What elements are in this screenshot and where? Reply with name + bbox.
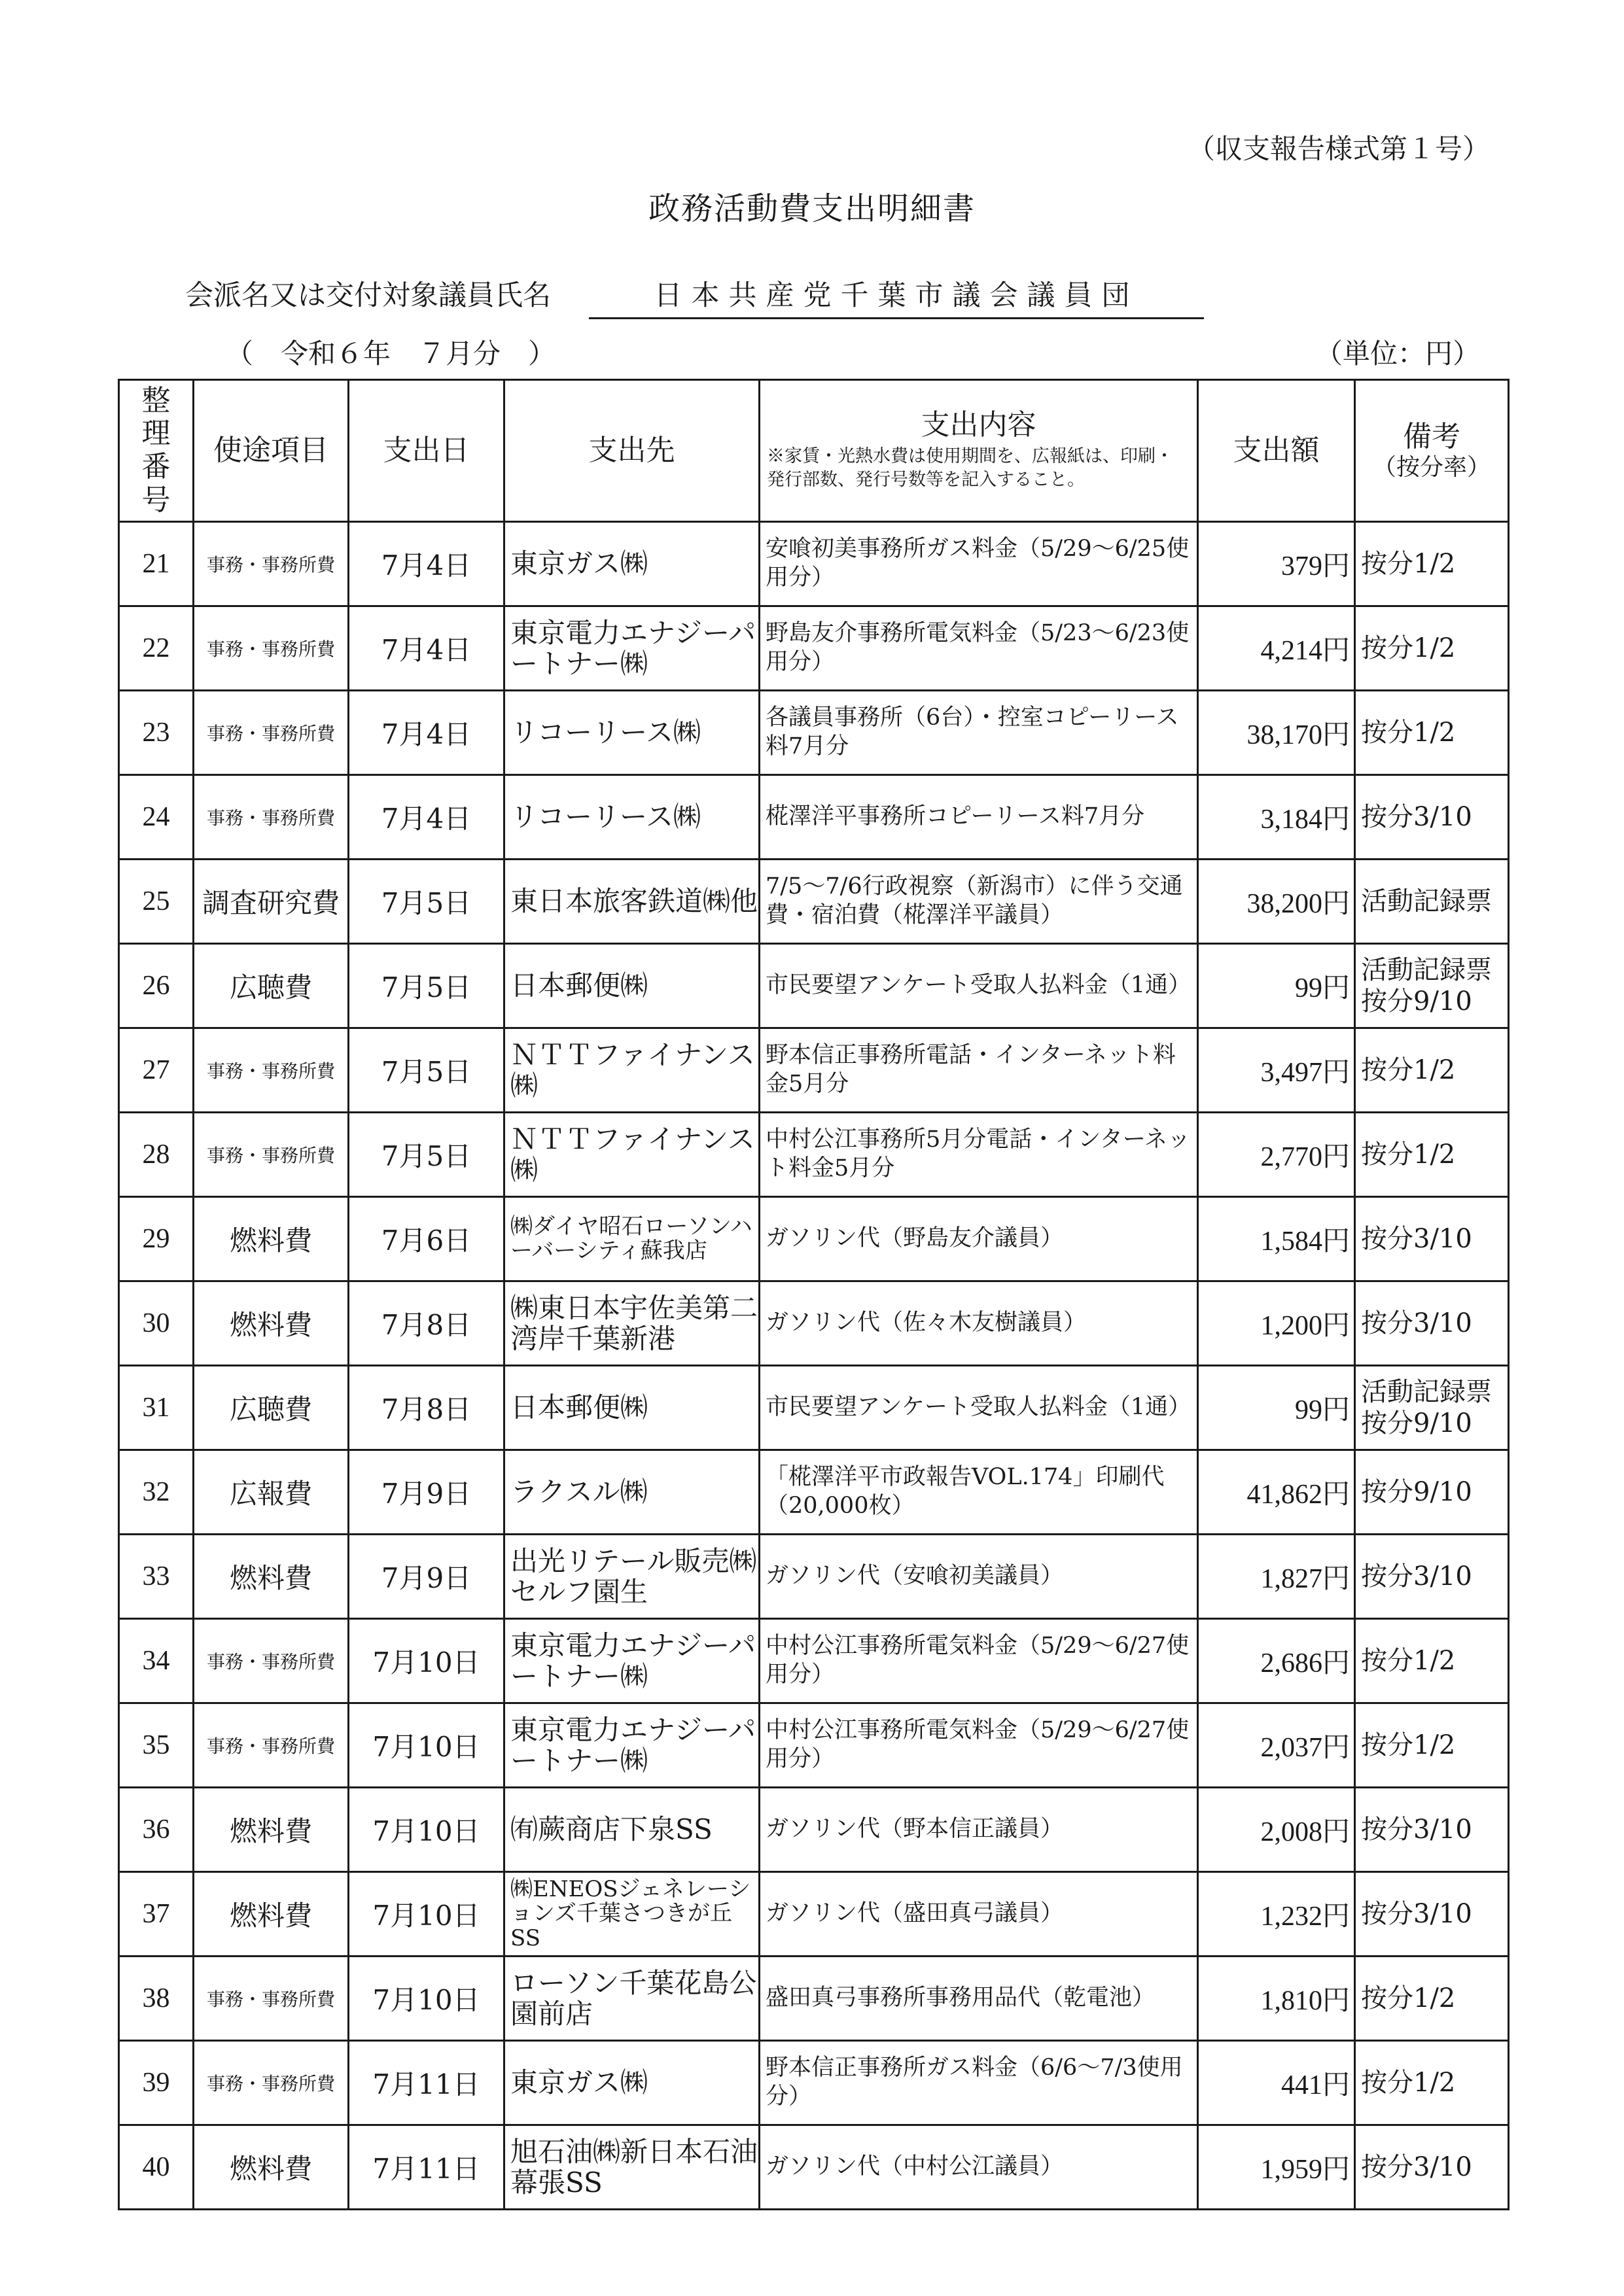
cell-note: 活動記録票 [1355, 860, 1509, 944]
cell-amount: 1,959円 [1198, 2125, 1355, 2210]
cell-note: 按分1/2 [1355, 1113, 1509, 1197]
table-row [119, 2041, 1509, 2125]
cell-no: 40 [119, 2125, 194, 2210]
table-row [119, 775, 1509, 860]
table-row [119, 944, 1509, 1028]
table-row [119, 1619, 1509, 1703]
col-header-amount: 支出額 [1198, 380, 1355, 522]
content-header-note: ※家賃・光熱水費は使用期間を、広報紙は、印刷・発行部数、発行号数等を記入すること。 [767, 445, 1173, 491]
cell-no: 37 [119, 1872, 194, 1957]
content-header-title: 支出内容 [921, 408, 1036, 442]
cell-date: 7月4日 [349, 775, 504, 860]
cell-category: 事務・事務所費 [194, 1028, 349, 1113]
table-row [119, 1535, 1509, 1619]
cell-amount: 2,008円 [1198, 1788, 1355, 1872]
cell-note: 按分1/2 [1355, 691, 1509, 775]
table-row [119, 1703, 1509, 1788]
table-row [119, 1113, 1509, 1197]
cell-payee: ＮＴＴファイナンス㈱ [504, 1113, 760, 1197]
cell-no: 27 [119, 1028, 194, 1113]
cell-amount: 3,184円 [1198, 775, 1355, 860]
cell-amount: 41,862円 [1198, 1450, 1355, 1535]
cell-content: 安喰初美事務所ガス料金（5/29〜6/25使用分） [760, 522, 1198, 606]
cell-date: 7月10日 [349, 1872, 504, 1957]
table-header-row [119, 380, 1509, 522]
table-row [119, 1366, 1509, 1450]
cell-date: 7月4日 [349, 522, 504, 606]
note-header-sub: （按分率） [1372, 453, 1491, 481]
cell-category: 広報費 [194, 1450, 349, 1535]
cell-date: 7月10日 [349, 1788, 504, 1872]
cell-no: 38 [119, 1957, 194, 2041]
cell-payee: ㈱ダイヤ昭石ローソンハーバーシティ蘇我店 [504, 1197, 760, 1281]
cell-note: 按分1/2 [1355, 1957, 1509, 2041]
party-label: 会派名又は交付対象議員氏名 [185, 279, 551, 312]
col-header-note [1355, 380, 1509, 522]
cell-payee: 東京電力エナジーパートナー㈱ [504, 1703, 760, 1788]
cell-category: 燃料費 [194, 1788, 349, 1872]
cell-date: 7月11日 [349, 2125, 504, 2210]
cell-content: 野本信正事務所ガス料金（6/6〜7/3使用分） [760, 2041, 1198, 2125]
cell-content: 椛澤洋平事務所コピーリース料7月分 [760, 775, 1198, 860]
cell-date: 7月10日 [349, 1957, 504, 2041]
cell-note: 按分3/10 [1355, 1788, 1509, 1872]
period: （ 令和６年 ７月分 ） [226, 338, 556, 370]
cell-no: 24 [119, 775, 194, 860]
cell-content: 中村公江事務所5月分電話・インターネット料金5月分 [760, 1113, 1198, 1197]
cell-category: 燃料費 [194, 1535, 349, 1619]
cell-category: 燃料費 [194, 1872, 349, 1957]
table-row [119, 1197, 1509, 1281]
cell-category: 事務・事務所費 [194, 691, 349, 775]
cell-content: ガソリン代（安喰初美議員） [760, 1535, 1198, 1619]
cell-payee: ＮＴＴファイナンス㈱ [504, 1028, 760, 1113]
cell-content: 7/5〜7/6行政視察（新潟市）に伴う交通費・宿泊費（椛澤洋平議員） [760, 860, 1198, 944]
cell-date: 7月4日 [349, 691, 504, 775]
cell-category: 事務・事務所費 [194, 1113, 349, 1197]
cell-category: 事務・事務所費 [194, 2041, 349, 2125]
cell-category: 燃料費 [194, 2125, 349, 2210]
cell-category: 事務・事務所費 [194, 1619, 349, 1703]
cell-note: 按分3/10 [1355, 1535, 1509, 1619]
cell-payee: 東日本旅客鉄道㈱他 [504, 860, 760, 944]
col-header-content [760, 380, 1198, 522]
cell-payee: ㈲蕨商店下泉SS [504, 1788, 760, 1872]
cell-payee: リコーリース㈱ [504, 775, 760, 860]
table-row [119, 691, 1509, 775]
cell-content: 中村公江事務所電気料金（5/29〜6/27使用分） [760, 1703, 1198, 1788]
cell-date: 7月10日 [349, 1619, 504, 1703]
cell-date: 7月5日 [349, 1028, 504, 1113]
col-header-date: 支出日 [349, 380, 504, 522]
cell-note: 按分3/10 [1355, 1872, 1509, 1957]
cell-content: 市民要望アンケート受取人払料金（1通） [760, 1366, 1198, 1450]
cell-note: 按分1/2 [1355, 2041, 1509, 2125]
cell-no: 28 [119, 1113, 194, 1197]
cell-category: 広聴費 [194, 1366, 349, 1450]
cell-amount: 99円 [1198, 944, 1355, 1028]
cell-no: 26 [119, 944, 194, 1028]
cell-content: 各議員事務所（6台）・控室コピーリース料7月分 [760, 691, 1198, 775]
cell-payee: 出光リテール販売㈱セルフ園生 [504, 1535, 760, 1619]
cell-note: 按分3/10 [1355, 2125, 1509, 2210]
cell-payee: ㈱東日本宇佐美第二湾岸千葉新港 [504, 1281, 760, 1366]
cell-no: 30 [119, 1281, 194, 1366]
cell-content: 中村公江事務所電気料金（5/29〜6/27使用分） [760, 1619, 1198, 1703]
cell-date: 7月5日 [349, 1113, 504, 1197]
cell-payee: ラクスル㈱ [504, 1450, 760, 1535]
cell-no: 29 [119, 1197, 194, 1281]
cell-date: 7月10日 [349, 1703, 504, 1788]
cell-payee: リコーリース㈱ [504, 691, 760, 775]
cell-category: 燃料費 [194, 1197, 349, 1281]
cell-no: 39 [119, 2041, 194, 2125]
cell-category: 調査研究費 [194, 860, 349, 944]
cell-amount: 379円 [1198, 522, 1355, 606]
cell-no: 23 [119, 691, 194, 775]
cell-payee: 東京ガス㈱ [504, 2041, 760, 2125]
cell-amount: 1,232円 [1198, 1872, 1355, 1957]
table-row [119, 1450, 1509, 1535]
table-row [119, 606, 1509, 691]
cell-amount: 1,584円 [1198, 1197, 1355, 1281]
cell-note: 按分3/10 [1355, 1197, 1509, 1281]
cell-payee: ㈱ENEOSジェネレーションズ千葉さつきが丘SS [504, 1872, 760, 1957]
col-header-category: 使途項目 [194, 380, 349, 522]
cell-no: 25 [119, 860, 194, 944]
cell-amount: 1,200円 [1198, 1281, 1355, 1366]
cell-content: ガソリン代（佐々木友樹議員） [760, 1281, 1198, 1366]
cell-date: 7月8日 [349, 1366, 504, 1450]
cell-no: 22 [119, 606, 194, 691]
table-row [119, 522, 1509, 606]
expense-table [118, 379, 1509, 2210]
cell-amount: 38,200円 [1198, 860, 1355, 944]
cell-content: ガソリン代（盛田真弓議員） [760, 1872, 1198, 1957]
table-row [119, 1788, 1509, 1872]
cell-date: 7月5日 [349, 860, 504, 944]
cell-date: 7月6日 [349, 1197, 504, 1281]
cell-content: ガソリン代（野島友介議員） [760, 1197, 1198, 1281]
cell-date: 7月11日 [349, 2041, 504, 2125]
cell-amount: 2,037円 [1198, 1703, 1355, 1788]
cell-no: 31 [119, 1366, 194, 1450]
cell-amount: 2,686円 [1198, 1619, 1355, 1703]
unit: （単位：円） [1315, 338, 1480, 370]
col-header-payee: 支出先 [504, 380, 760, 522]
cell-no: 32 [119, 1450, 194, 1535]
cell-note: 按分1/2 [1355, 606, 1509, 691]
cell-content: 盛田真弓事務所事務用品代（乾電池） [760, 1957, 1198, 2041]
cell-content: 市民要望アンケート受取人払料金（1通） [760, 944, 1198, 1028]
cell-content: 野島友介事務所電気料金（5/23〜6/23使用分） [760, 606, 1198, 691]
cell-content: 野本信正事務所電話・インターネット料金5月分 [760, 1028, 1198, 1113]
table-row [119, 1281, 1509, 1366]
cell-category: 事務・事務所費 [194, 1703, 349, 1788]
cell-amount: 99円 [1198, 1366, 1355, 1450]
cell-amount: 1,827円 [1198, 1535, 1355, 1619]
cell-note: 活動記録票 按分9/10 [1355, 1366, 1509, 1450]
cell-payee: 東京電力エナジーパートナー㈱ [504, 606, 760, 691]
table-row [119, 1028, 1509, 1113]
cell-content: ガソリン代（中村公江議員） [760, 2125, 1198, 2210]
cell-amount: 2,770円 [1198, 1113, 1355, 1197]
cell-payee: ローソン千葉花島公園前店 [504, 1957, 760, 2041]
cell-content: 「椛澤洋平市政報告VOL.174」印刷代（20,000枚） [760, 1450, 1198, 1535]
cell-date: 7月8日 [349, 1281, 504, 1366]
table-row [119, 1957, 1509, 2041]
table-row [119, 2125, 1509, 2210]
cell-date: 7月5日 [349, 944, 504, 1028]
cell-category: 広聴費 [194, 944, 349, 1028]
cell-category: 燃料費 [194, 1281, 349, 1366]
table-row [119, 1872, 1509, 1957]
cell-note: 按分1/2 [1355, 1703, 1509, 1788]
cell-date: 7月9日 [349, 1535, 504, 1619]
table-row [119, 860, 1509, 944]
cell-amount: 1,810円 [1198, 1957, 1355, 2041]
cell-no: 35 [119, 1703, 194, 1788]
page-title: 政務活動費支出明細書 [648, 190, 976, 227]
cell-note: 活動記録票 按分9/10 [1355, 944, 1509, 1028]
col-header-no: 整理番号 [119, 380, 194, 522]
cell-category: 事務・事務所費 [194, 606, 349, 691]
note-header-title: 備考 [1403, 420, 1460, 453]
cell-category: 事務・事務所費 [194, 1957, 349, 2041]
cell-category: 事務・事務所費 [194, 775, 349, 860]
cell-no: 21 [119, 522, 194, 606]
cell-content: ガソリン代（野本信正議員） [760, 1788, 1198, 1872]
cell-amount: 4,214円 [1198, 606, 1355, 691]
cell-payee: 日本郵便㈱ [504, 944, 760, 1028]
cell-no: 33 [119, 1535, 194, 1619]
cell-note: 按分1/2 [1355, 522, 1509, 606]
cell-no: 34 [119, 1619, 194, 1703]
cell-no: 36 [119, 1788, 194, 1872]
cell-note: 按分1/2 [1355, 1028, 1509, 1113]
cell-category: 事務・事務所費 [194, 522, 349, 606]
cell-payee: 旭石油㈱新日本石油幕張SS [504, 2125, 760, 2210]
cell-amount: 441円 [1198, 2041, 1355, 2125]
cell-date: 7月9日 [349, 1450, 504, 1535]
cell-payee: 東京電力エナジーパートナー㈱ [504, 1619, 760, 1703]
cell-note: 按分3/10 [1355, 775, 1509, 860]
cell-payee: 東京ガス㈱ [504, 522, 760, 606]
cell-payee: 日本郵便㈱ [504, 1366, 760, 1450]
cell-amount: 38,170円 [1198, 691, 1355, 775]
form-id: （収支報告様式第１号） [1187, 133, 1490, 165]
cell-date: 7月4日 [349, 606, 504, 691]
cell-amount: 3,497円 [1198, 1028, 1355, 1113]
cell-note: 按分1/2 [1355, 1619, 1509, 1703]
party-name: 日本共産党千葉市議会議員団 [589, 273, 1204, 319]
cell-note: 按分9/10 [1355, 1450, 1509, 1535]
cell-note: 按分3/10 [1355, 1281, 1509, 1366]
